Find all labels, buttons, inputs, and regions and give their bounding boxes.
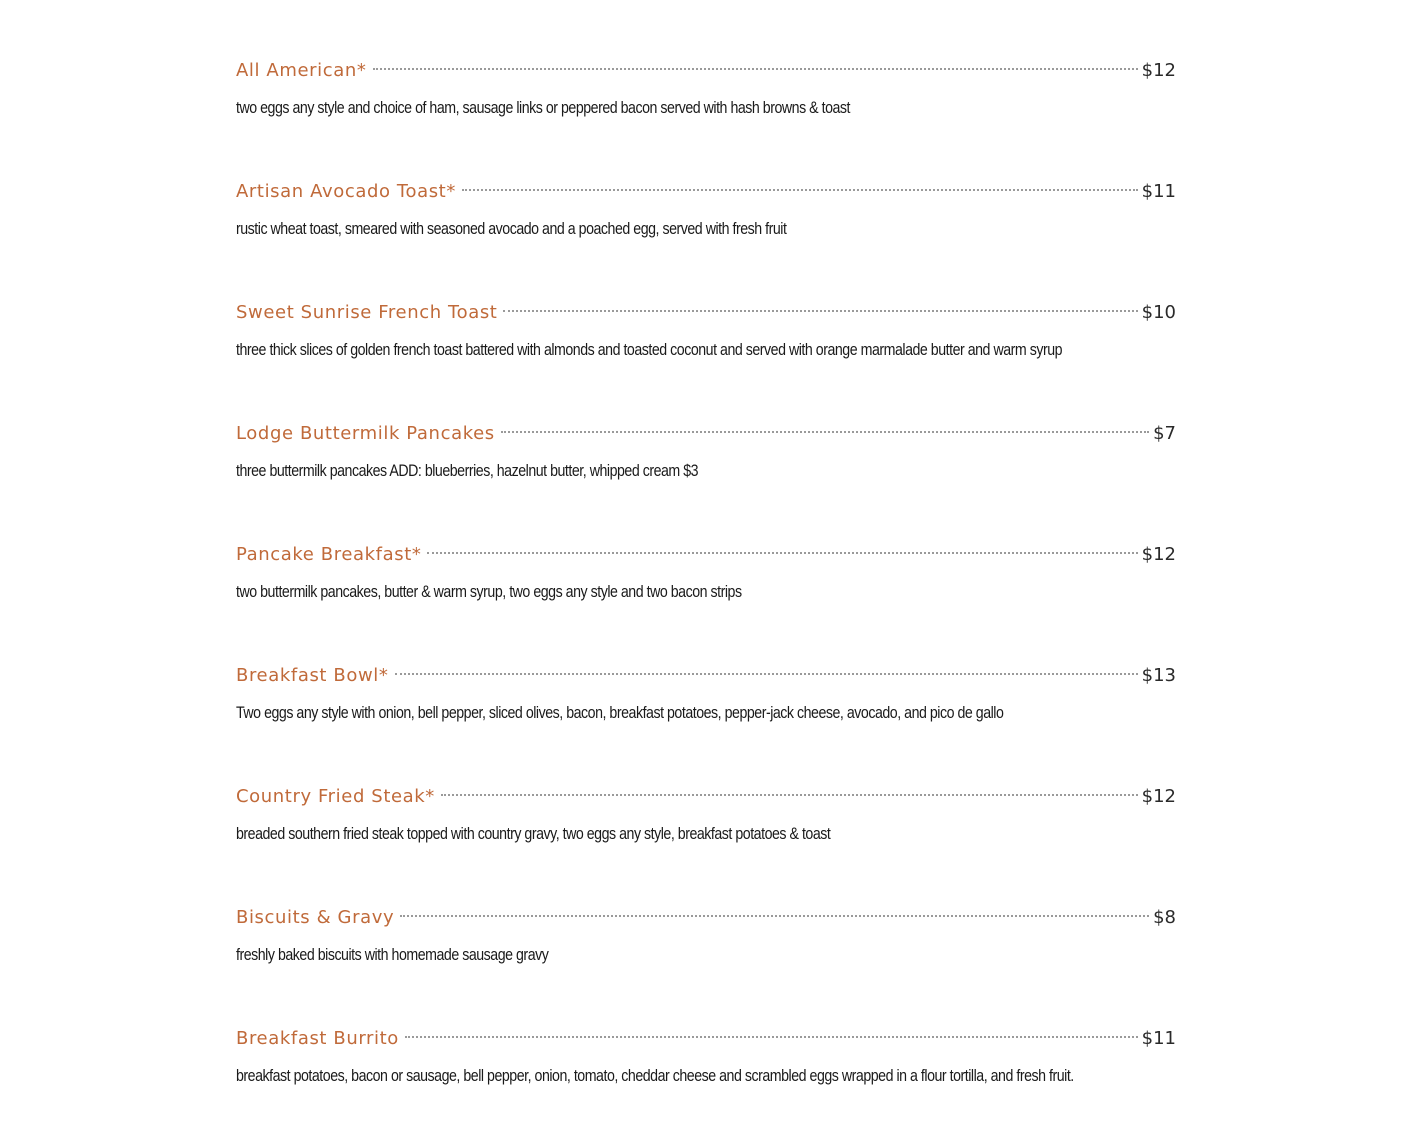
menu-item-name: Pancake Breakfast* (236, 544, 422, 565)
menu-item-description: two buttermilk pancakes, butter & warm syrup, two eggs any style and two bacon strips (236, 583, 742, 601)
menu-item (236, 541, 1176, 662)
menu-item-name: All American* (236, 60, 367, 81)
menu-item-description: rustic wheat toast, smeared with seasoned avocado and a poached egg, served with fresh fruit (236, 220, 787, 238)
menu-item-header (236, 299, 1176, 327)
menu-item (236, 57, 1176, 178)
menu-item-header (236, 904, 1176, 932)
menu-item-header (236, 662, 1176, 690)
menu-item-price: $11 (1141, 181, 1176, 202)
menu-item-description: breaded southern fried steak topped with country gravy, two eggs any style, breakfast potatoes & toast (236, 825, 831, 843)
menu-item (236, 299, 1176, 420)
dotted-leader (441, 794, 1138, 796)
menu-item-price: $12 (1141, 544, 1176, 565)
menu-item-name: Breakfast Bowl* (236, 665, 389, 686)
menu-item-header (236, 420, 1176, 448)
menu-item (236, 420, 1176, 541)
menu-item-description: breakfast potatoes, bacon or sausage, bell pepper, onion, tomato, cheddar cheese and scrambled eggs wrapped in a flour tortilla, and fresh fruit. (236, 1067, 1074, 1085)
menu-item-header (236, 1025, 1176, 1053)
menu-item-description: Two eggs any style with onion, bell pepper, sliced olives, bacon, breakfast potatoes, pepper-jack cheese, avocado, and pico de gallo (236, 704, 1004, 722)
menu-item (236, 904, 1176, 1025)
dotted-leader (373, 68, 1138, 70)
menu-item-price: $11 (1141, 1028, 1176, 1049)
menu-item (236, 662, 1176, 783)
menu-item (236, 178, 1176, 299)
menu-item-price: $12 (1141, 786, 1176, 807)
menu-item-name: Biscuits & Gravy (236, 907, 395, 928)
dotted-leader (405, 1036, 1138, 1038)
dotted-leader (503, 310, 1137, 312)
menu-item-description: three buttermilk pancakes ADD: blueberries, hazelnut butter, whipped cream $3 (236, 462, 699, 480)
menu-item-description: three thick slices of golden french toast battered with almonds and toasted coconut and served with orange marmalade butter and warm syrup (236, 341, 1063, 359)
menu-item-price: $12 (1141, 60, 1176, 81)
menu-item-price: $10 (1141, 302, 1176, 323)
menu-item-name: Artisan Avocado Toast* (236, 181, 456, 202)
menu-item-name: Lodge Buttermilk Pancakes (236, 423, 495, 444)
dotted-leader (400, 915, 1149, 917)
breakfast-menu (236, 57, 1176, 1146)
menu-item-header (236, 783, 1176, 811)
menu-item (236, 783, 1176, 904)
menu-item (236, 1025, 1176, 1146)
menu-item-name: Breakfast Burrito (236, 1028, 399, 1049)
dotted-leader (395, 673, 1138, 675)
menu-item-price: $7 (1153, 423, 1176, 444)
menu-item-name: Country Fried Steak* (236, 786, 435, 807)
menu-item-header (236, 541, 1176, 569)
menu-item-header (236, 178, 1176, 206)
dotted-leader (501, 431, 1149, 433)
menu-item-description: two eggs any style and choice of ham, sausage links or peppered bacon served with hash browns & toast (236, 99, 851, 117)
menu-item-price: $13 (1141, 665, 1176, 686)
menu-item-description: freshly baked biscuits with homemade sausage gravy (236, 946, 549, 964)
menu-item-price: $8 (1153, 907, 1176, 928)
menu-item-header (236, 57, 1176, 85)
dotted-leader (462, 189, 1138, 191)
menu-item-name: Sweet Sunrise French Toast (236, 302, 498, 323)
dotted-leader (427, 552, 1137, 554)
